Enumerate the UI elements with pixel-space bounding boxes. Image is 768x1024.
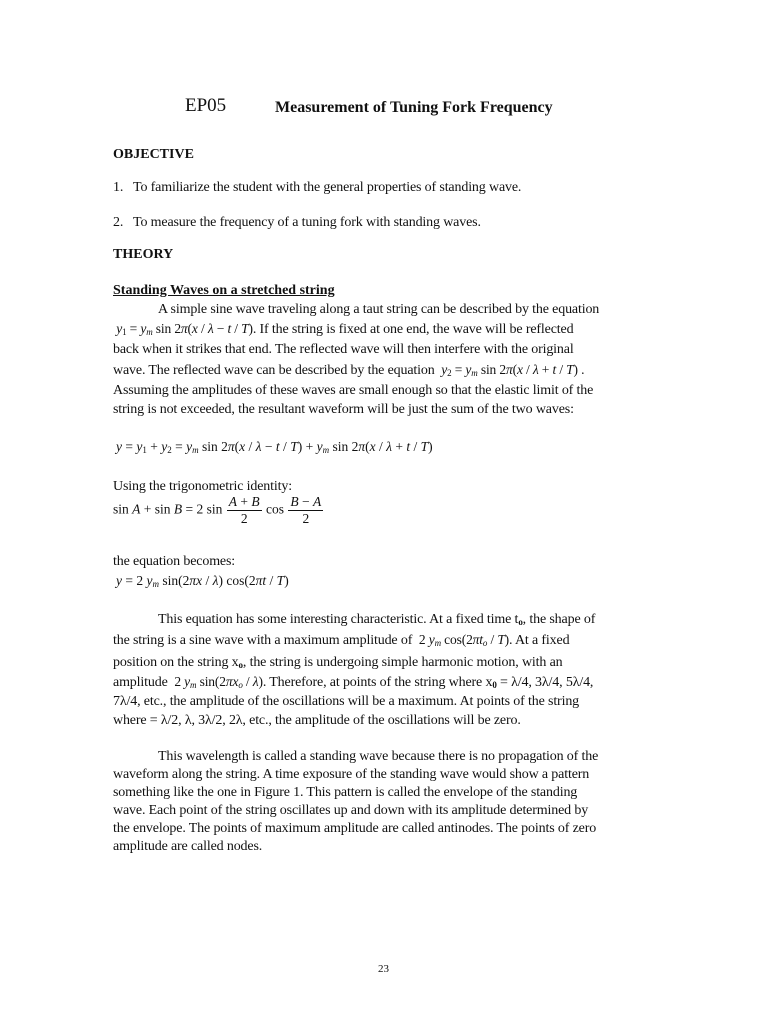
paragraph-3-line-2: waveform along the string. A time exposure of the standing wave would show a pattern (113, 767, 590, 782)
paragraph-1-line-1: A simple sine wave traveling along a taut string can be described by the equation (158, 302, 600, 317)
equation-trig-identity: sin A + sin B = 2 sin $\frac{A + B}{2}$ cos $\frac{B - A}{2}$ (113, 494, 322, 526)
equation-becomes-label: the equation becomes: (113, 554, 236, 569)
document-code: EP05 (185, 95, 227, 116)
equation-y1: $y_1 = y_m$ sin 2π(x / λ − t / T) (116, 321, 253, 337)
paragraph-3-line-4: wave. Each point of the string oscillates up and down with its amplitude determined by (113, 803, 589, 818)
objective-item-1-text: To familiarize the student with the general properties of standing wave. (133, 180, 522, 195)
objective-item-1-number: 1. (113, 180, 124, 195)
paragraph-1-line-2: $y_1 = y_m$ sin 2π(x / λ − t / T). If the string is fixed at one end, the wave will be reflected (113, 321, 573, 338)
paragraph-2-line-3: position on the string $x_o$, the string is undergoing simple harmonic motion, with an (113, 655, 563, 670)
paragraph-2-line-6: where = λ/2, λ, 3λ/2, 2λ, etc., the amplitude of the oscillations will be zero. (113, 713, 521, 728)
paragraph-3-line-5: the envelope. The points of maximum amplitude are called antinodes. The points of zero (113, 821, 597, 836)
objective-item-2 (113, 215, 481, 231)
equation-y2: $y_2 = y_m$ sin 2π(x / λ + t / T) . (441, 362, 585, 378)
paragraph-2-line-2: the string is a sine wave with a maximum amplitude of 2 $y_m$ $\cos(2\pi t_o / T)$. At a fixed (113, 632, 570, 648)
paragraph-3-line-1: This wavelength is called a standing wave because there is no propagation of the (158, 749, 599, 764)
theory-subheading: Standing Waves on a stretched string (113, 283, 335, 298)
paragraph-2-line-1: This equation has some interesting characteristic. At a fixed time $t_o$, the shape of (158, 612, 596, 627)
identity-intro: Using the trigonometric identity: (113, 479, 292, 494)
theory-heading: THEORY (113, 247, 174, 262)
equation-superposition: $y = y_1 + y_2 = y_m$ $\sin 2\pi(x / \lambda - t / T) + y_m$ sin 2π(x / λ + t / T) (116, 439, 433, 455)
page-number: 23 (378, 963, 389, 975)
paragraph-1-line-3: back when it strikes that end. The reflected wave will then interfere with the original (113, 342, 574, 357)
paragraph-2-line-4: amplitude 2 $y_m$ $\sin(2\pi x_o / \lambda)$. Therefore, at points of the string where $x_0 = \lambda/4$, 3λ/4, 5λ/4, (113, 674, 594, 690)
paragraph-1-line-4: wave. The reflected wave can be described by the equation $y_2 = y_m$ sin 2π(x / λ + t / T) . (113, 362, 585, 378)
objective-item-2-number: 2. (113, 215, 124, 230)
objective-item-2-text: To measure the frequency of a tuning fork with standing waves. (133, 215, 481, 230)
document-title: Measurement of Tuning Fork Frequency (275, 99, 553, 116)
paragraph-1-line-6: string is not exceeded, the resultant waveform will be just the sum of the two waves: (113, 402, 574, 417)
equation-max-amplitude: 2 $y_m$ $\cos(2\pi t_o / T)$ (418, 632, 510, 648)
equation-standing-wave: y = 2 $y_m$ sin(2πx / λ) cos(2πt / T) (116, 573, 289, 589)
paragraph-3-line-6: amplitude are called nodes. (113, 839, 263, 854)
objective-heading: OBJECTIVE (113, 147, 194, 162)
objective-item-1 (113, 180, 521, 196)
paragraph-3-line-3: something like the one in Figure 1. This pattern is called the envelope of the standing (113, 785, 578, 800)
paragraph-1-line-5: Assuming the amplitudes of these waves are small enough so that the elastic limit of the (113, 383, 594, 398)
paragraph-2-line-5: 7λ/4, etc., the amplitude of the oscillations will be a maximum. At points of the string (113, 694, 580, 709)
equation-shm-amplitude: 2 $y_m$ $\sin(2\pi x_o / \lambda)$ (174, 674, 263, 690)
